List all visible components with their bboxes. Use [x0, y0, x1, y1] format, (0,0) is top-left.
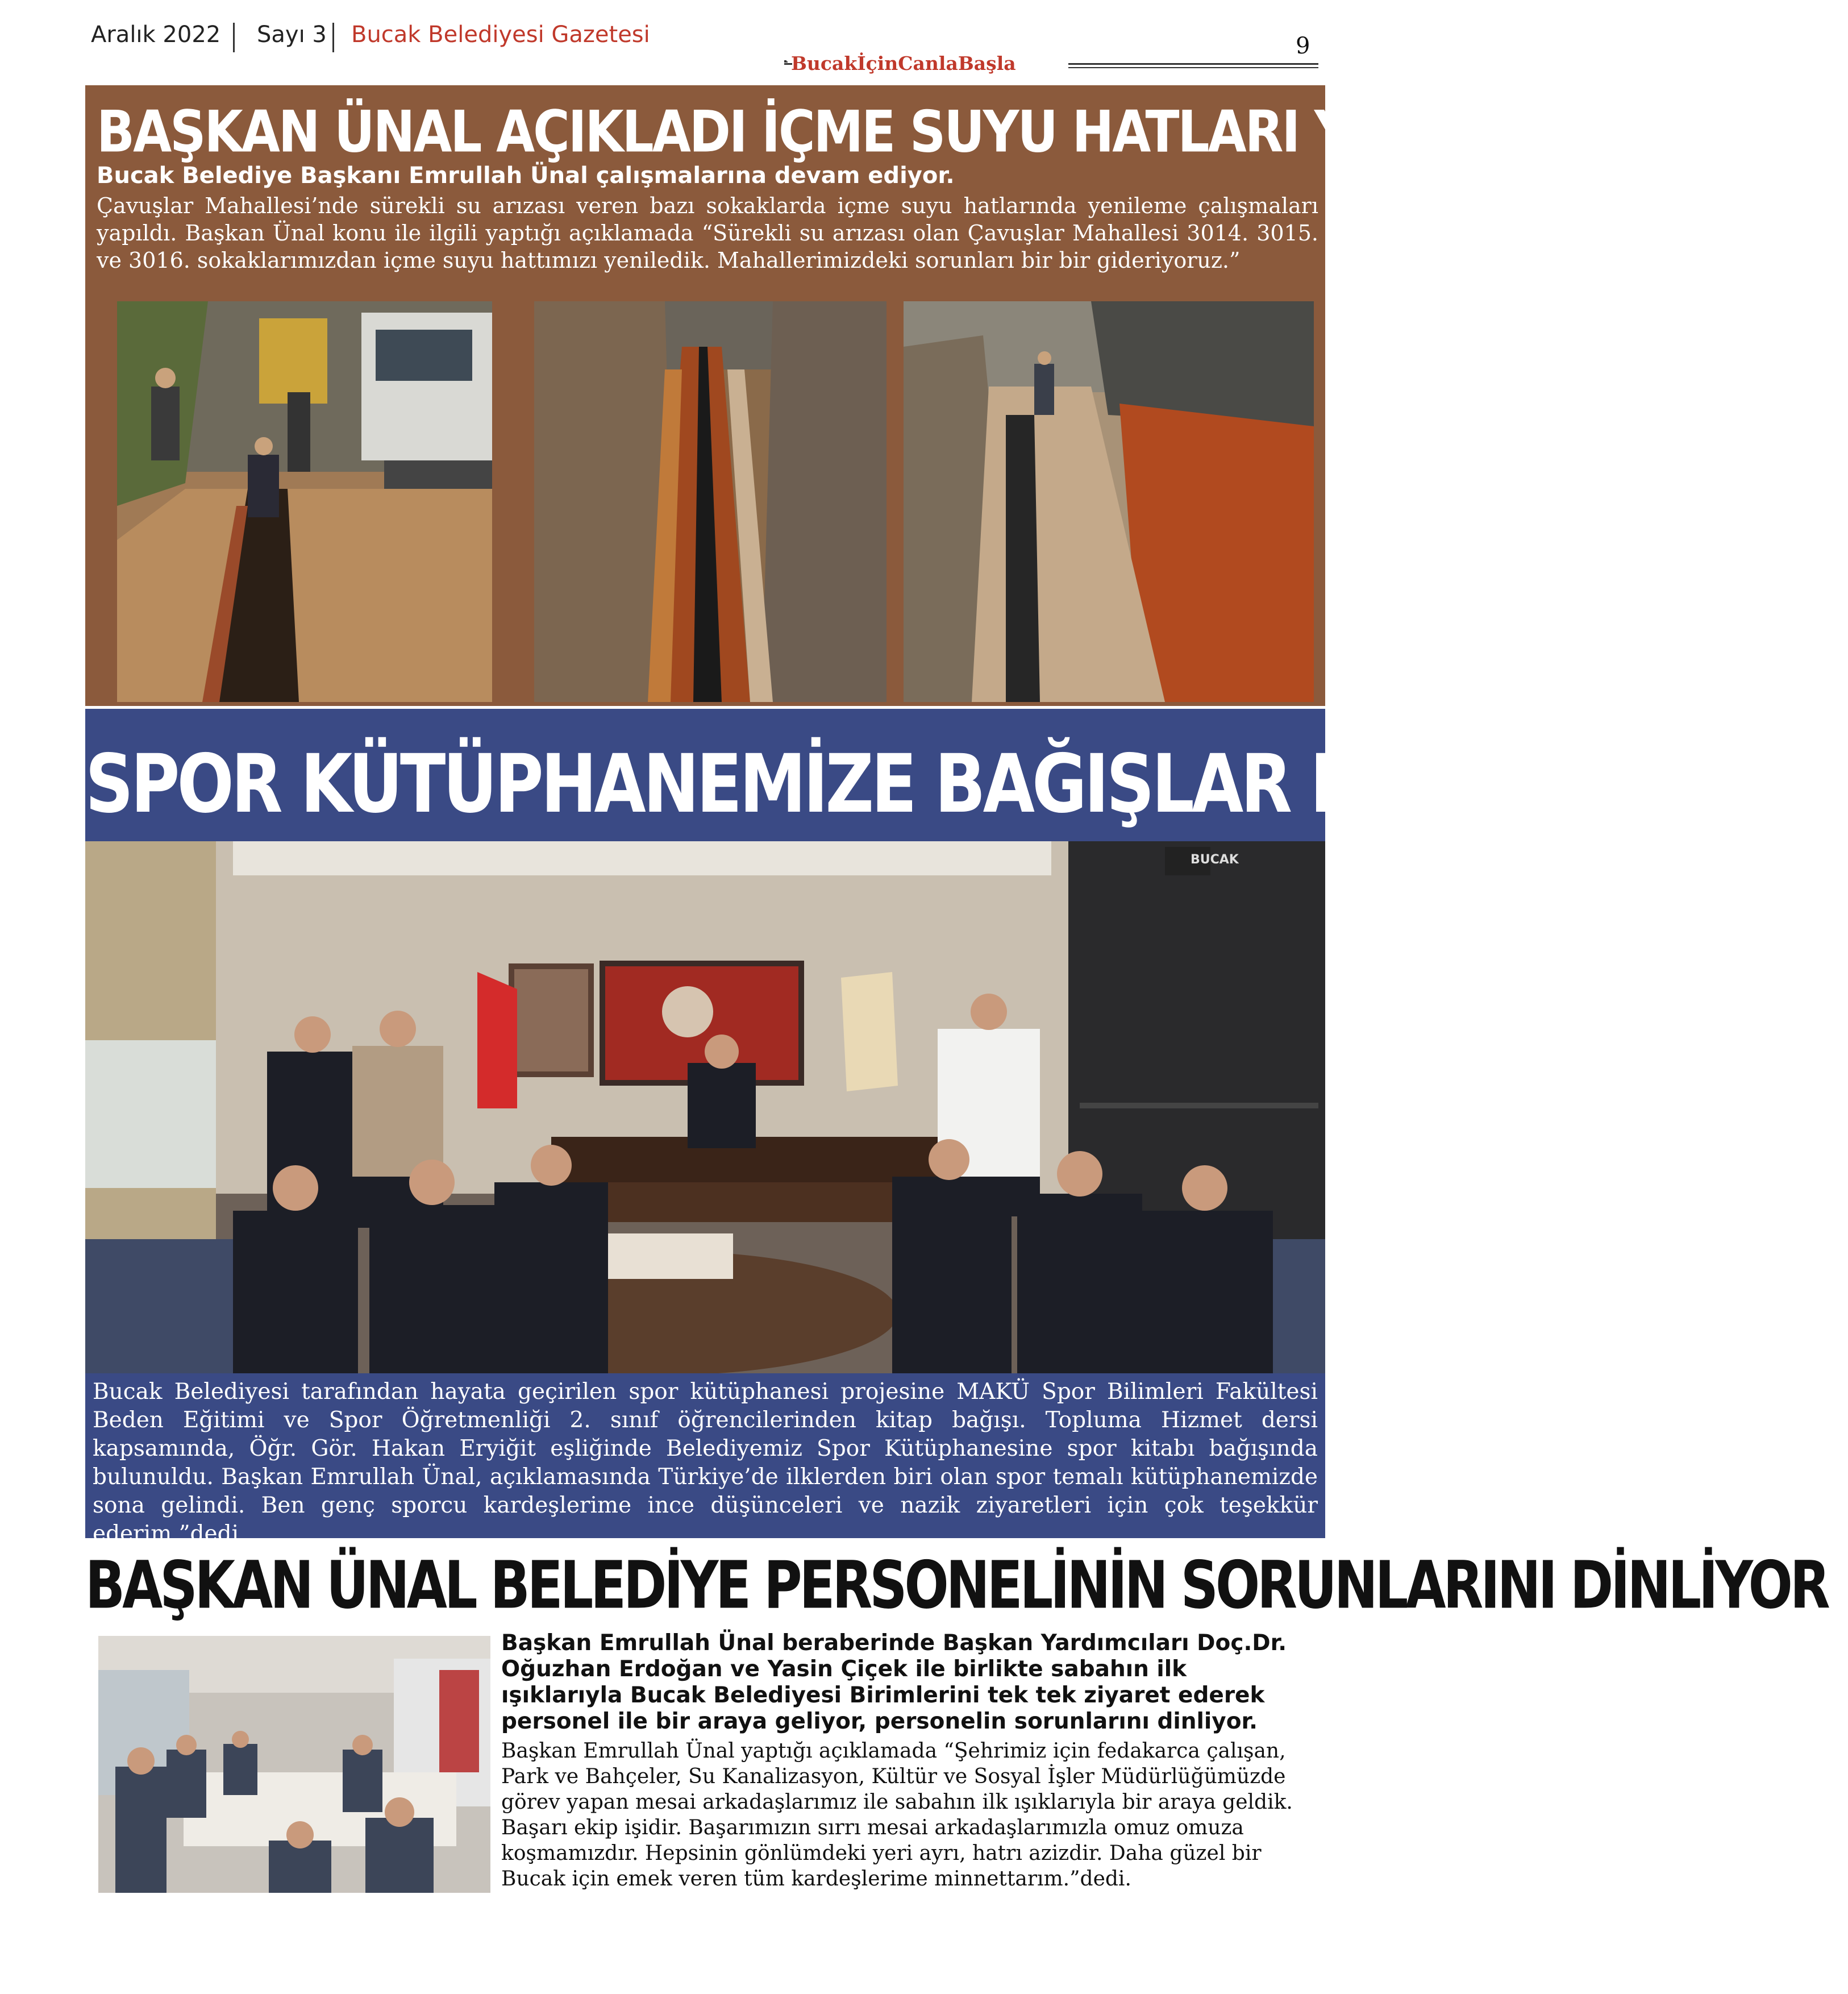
photo-pipe-trench	[534, 301, 886, 702]
article3-subtitle: Başkan Emrullah Ünal beraberinde Başkan Yardımcıları Doç.Dr. Oğuzhan Erdoğan ve Yasin Çiçek ile birlikte sabahın ilk ışıklarıyla Bucak Belediyesi Birimlerini tek tek ziyaret ederek personel ile bir araya geliyor, personelin sorunlarını dinliyor.	[501, 1630, 1287, 1734]
photo-library-donation-group	[85, 841, 1325, 1373]
gazette-name: Bucak Belediyesi Gazetesi	[351, 22, 650, 48]
photo-excavator-trench	[904, 301, 1314, 702]
article3-title: BAŞKAN ÜNAL BELEDİYE PERSONELİNİN SORUNLARINI DİNLİYOR	[85, 1547, 1828, 1623]
article1-title: BAŞKAN ÜNAL AÇIKLADI İÇME SUYU HATLARI YENİLENDİ	[97, 98, 1598, 165]
slogan-rule-left-2	[784, 61, 788, 63]
slogan-rule	[1068, 63, 1318, 65]
slogan-rule-2	[1068, 67, 1318, 68]
photo-staff-breakfast	[98, 1636, 490, 1893]
header-divider	[233, 23, 235, 52]
article2-title: SPOR KÜTÜPHANEMİZE BAĞIŞLAR DEVAM EDİYOR	[85, 737, 1848, 831]
article1-subtitle: Bucak Belediye Başkanı Emrullah Ünal çalışmalarına devam ediyor.	[97, 163, 955, 189]
article1-body: Çavuşlar Mahallesi’nde sürekli su arızası veren bazı sokaklarda içme suyu hatlarında yenileme çalışmaları yapıldı. Başkan Ünal konu ile ilgili yaptığı açıklamada “Sürekli su arızası olan Çavuşlar Mahallesi 3014. 3015. ve 3016. sokaklarımızdan içme suyu hattımızı yeniledik. Mahallerimizdeki sorunları bir bir gideriyoruz.”	[97, 193, 1318, 273]
header-divider	[332, 23, 334, 52]
photo-sign-text: BUCAK	[1191, 853, 1239, 867]
page-number: 9	[1296, 33, 1310, 59]
article2-body: Bucak Belediyesi tarafından hayata geçirilen spor kütüphanesi projesine MAKÜ Spor Bilimleri Fakültesi Beden Eğitimi ve Spor Öğretmenliği 2. sınıf öğrencilerinden kitap bağışı. Topluma Hizmet dersi kapsamında, Öğr. Gör. Hakan Eryiğit eşliğinde Belediyemiz Spor Kütüphanesine spor kitabı bağışında bulunuldu. Başkan Emrullah Ünal, açıklamasında Türkiye’de ilklerden biri olan spor temalı kütüphanemizde sona gelindi. Ben genç sporcu kardeşlerime ince düşünceleri ve nazik ziyaretleri için çok teşekkür ederim.”dedi.	[93, 1379, 1318, 1547]
slogan: BucakİçinCanlaBaşla	[791, 52, 1016, 74]
article3-body: Başkan Emrullah Ünal yaptığı açıklamada “Şehrimiz için fedakarca çalışan, Park ve Bahçeler, Su Kanalizasyon, Kültür ve Sosyal İşler Müdürlüğümüzde görev yapan mesai arkadaşlarımız ile sabahın ilk ışıklarıyla bir araya geldik. Başarı ekip işidir. Başarımızın sırrı mesai arkadaşlarımızla omuz omuza koşmamızdır. Hepsinin gönlümdeki yeri ayrı, hatrı azizdir. Daha güzel bir Bucak için emek veren tüm kardeşlerime minnettarım.”dedi.	[501, 1739, 1293, 1891]
issue-number: Sayı 3	[257, 22, 327, 48]
issue-date: Aralık 2022	[91, 22, 221, 48]
photo-trench-workers	[117, 301, 492, 702]
